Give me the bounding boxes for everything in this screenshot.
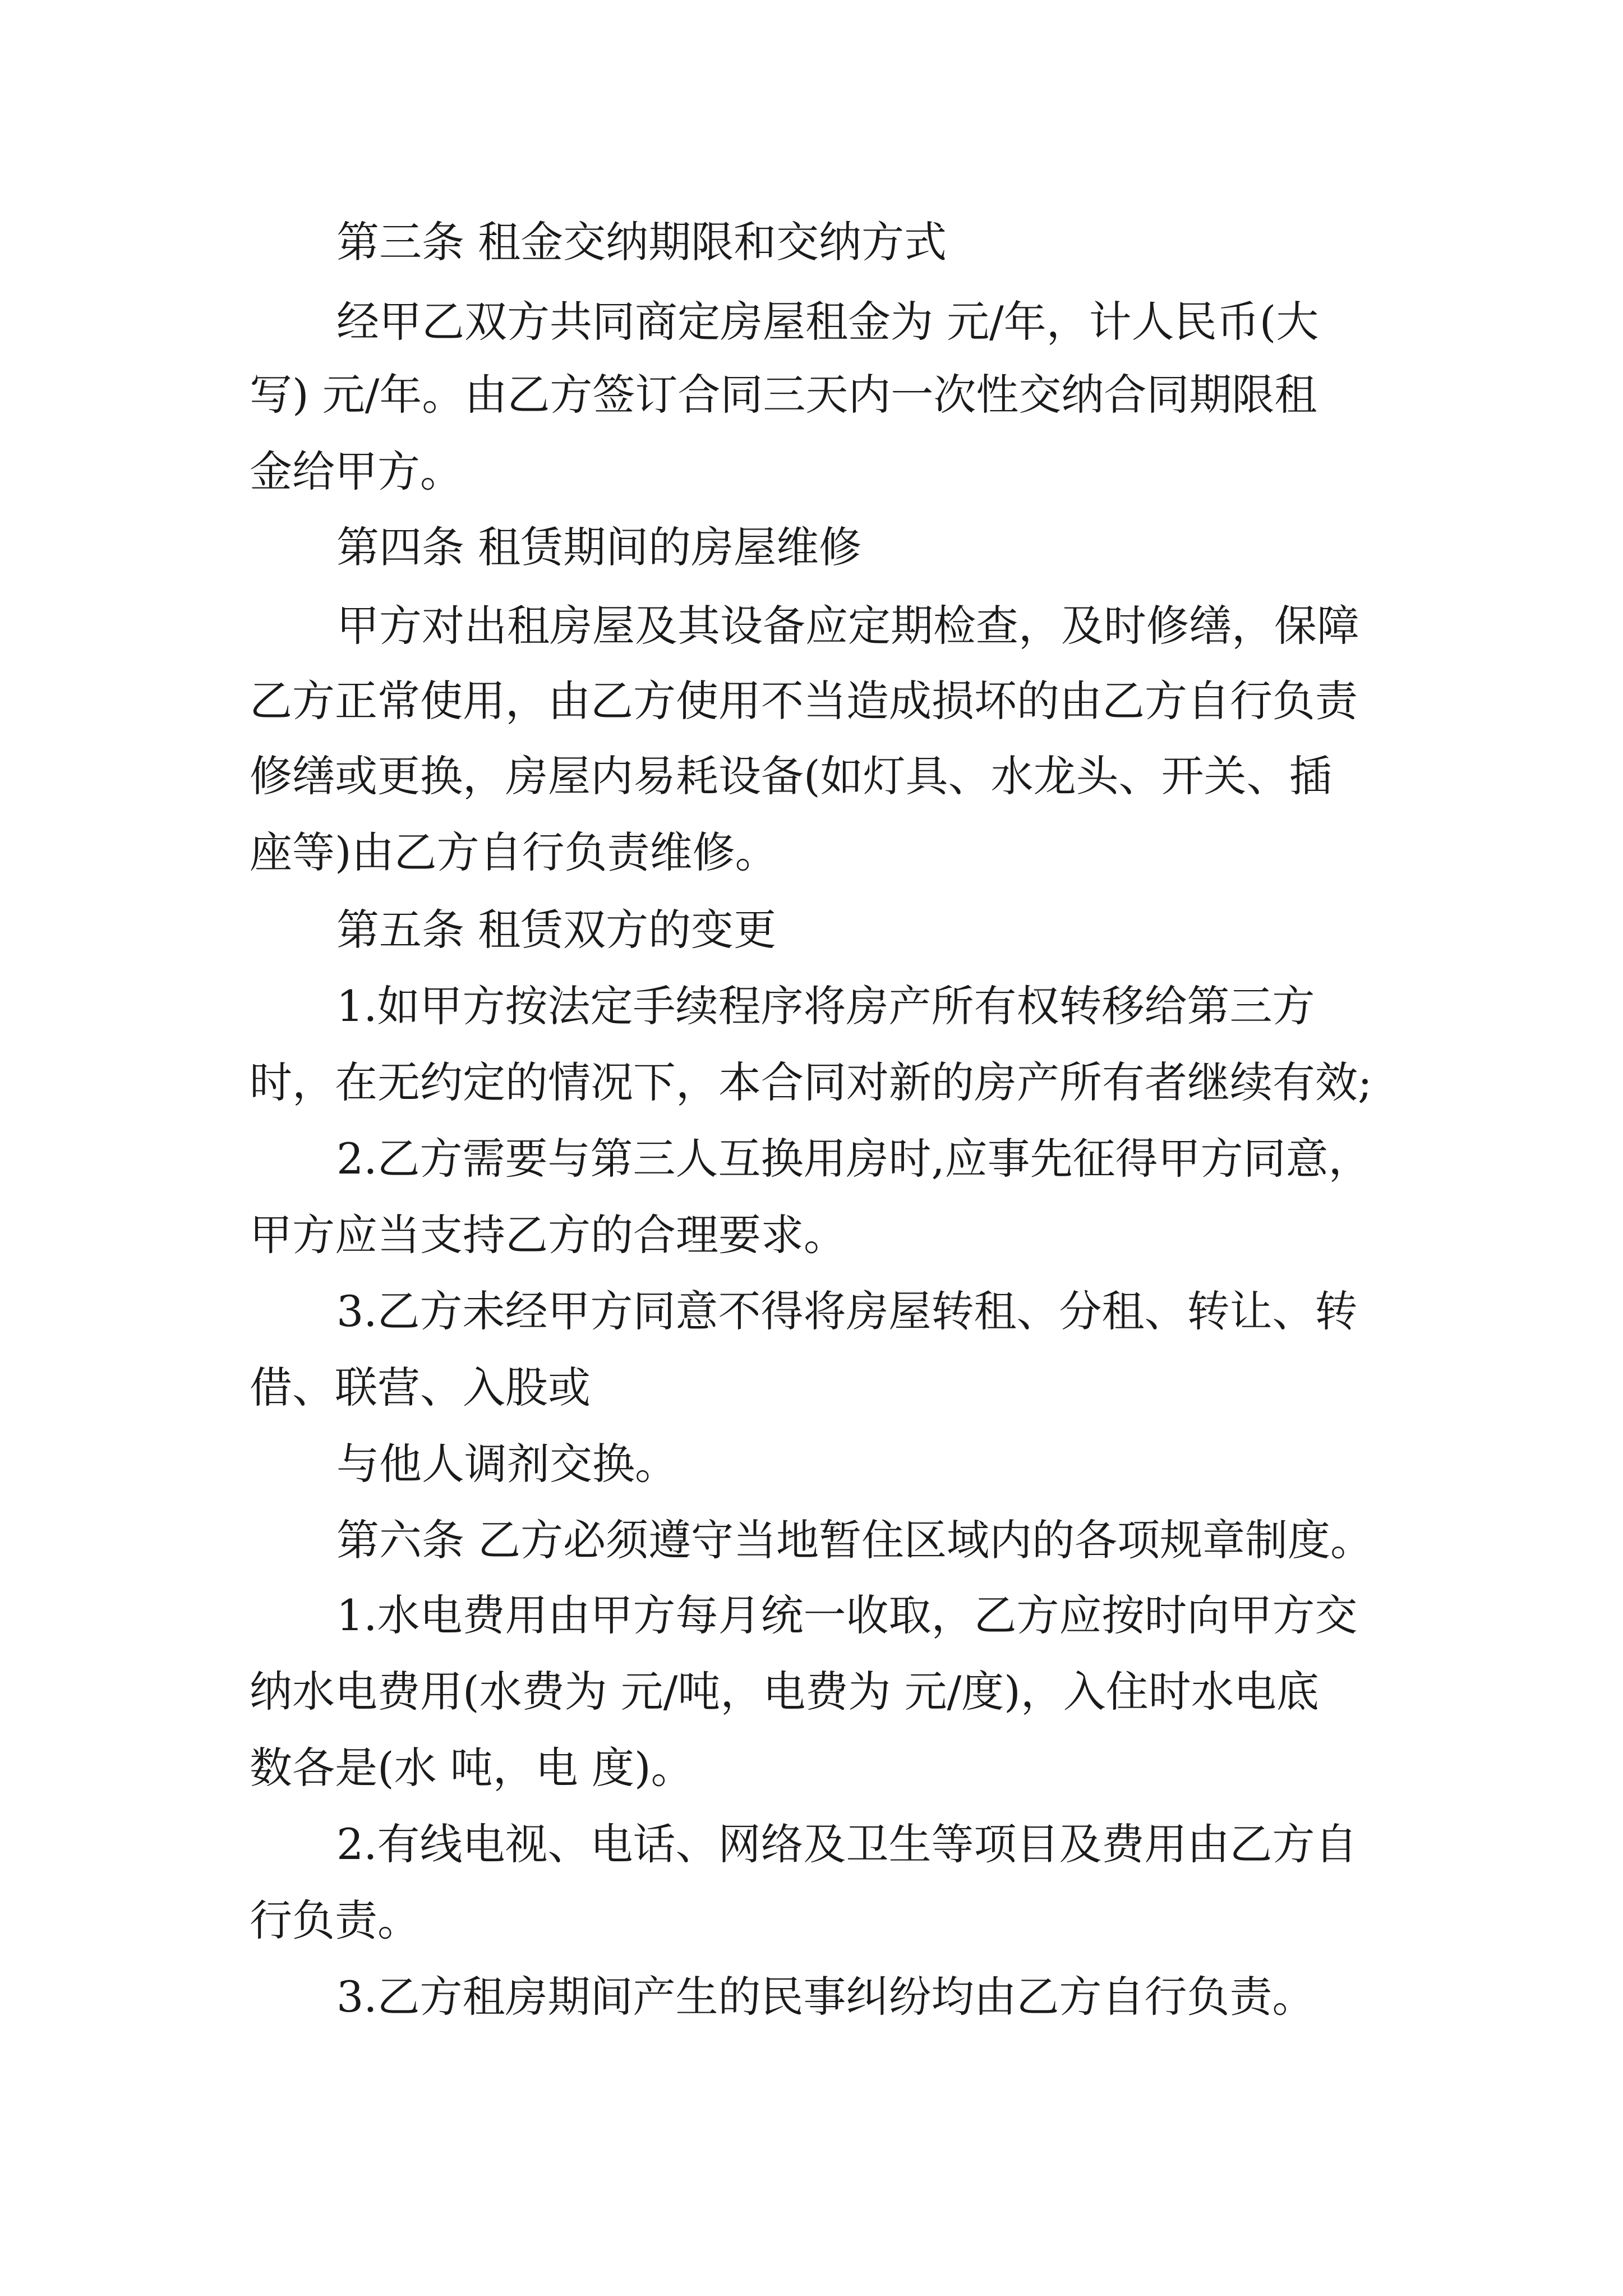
article-6-item-line: 纳水电费用(水费为 元/吨，电费为 元/度)，入住时水电底: [250, 1667, 1319, 1717]
article-6-item-line: 行负责。: [250, 1895, 420, 1945]
article-5-item-line: 1.如甲方按法定手续程序将房产所有权转移给第三方: [336, 981, 1315, 1031]
article-3-paragraph-line: 经甲乙双方共同商定房屋租金为 元/年，计人民币(大: [336, 297, 1319, 347]
article-6-item-line: 数各是(水 吨，电 度)。: [250, 1743, 694, 1793]
article-5-item-line: 甲方应当支持乙方的合理要求。: [250, 1210, 846, 1260]
article-5-item-line: 时，在无约定的情况下，本合同对新的房产所有者继续有效;: [250, 1057, 1372, 1107]
article-5-item-line: 借、联营、入股或: [250, 1363, 591, 1412]
article-3-paragraph-line: 金给甲方。: [250, 447, 463, 496]
article-4-paragraph-line: 座等)由乙方自行负责维修。: [250, 827, 778, 877]
article-5-item-line: 2.乙方需要与第三人互换用房时,应事先征得甲方同意，: [336, 1134, 1371, 1184]
article-3-paragraph-line: 写) 元/年。由乙方签订合同三天内一次性交纳合同期限租: [250, 370, 1317, 420]
article-6-item-line: 3.乙方租房期间产生的民事纠纷均由乙方自行负责。: [336, 1972, 1315, 2022]
article-4-heading: 第四条 租赁期间的房屋维修: [336, 522, 862, 572]
article-5-item-line: 与他人调剂交换。: [336, 1439, 677, 1489]
article-5-heading: 第五条 租赁双方的变更: [336, 905, 777, 955]
article-4-paragraph-line: 修缮或更换，房屋内易耗设备(如灯具、水龙头、开关、插: [250, 751, 1332, 801]
article-6-item-line: 1.水电费用由甲方每月统一收取，乙方应按时向甲方交: [336, 1590, 1358, 1640]
article-5-item-line: 3.乙方未经甲方同意不得将房屋转租、分租、转让、转: [336, 1286, 1358, 1336]
article-6-heading: 第六条 乙方必须遵守当地暂住区域内的各项规章制度。: [336, 1515, 1373, 1565]
article-3-heading: 第三条 租金交纳期限和交纳方式: [336, 217, 947, 267]
article-6-item-line: 2.有线电视、电话、网络及卫生等项目及费用由乙方自: [336, 1819, 1358, 1869]
article-4-paragraph-line: 甲方对出租房屋及其设备应定期检查，及时修缮，保障: [336, 601, 1359, 651]
article-4-paragraph-line: 乙方正常使用，由乙方使用不当造成损坏的由乙方自行负责: [250, 676, 1358, 726]
